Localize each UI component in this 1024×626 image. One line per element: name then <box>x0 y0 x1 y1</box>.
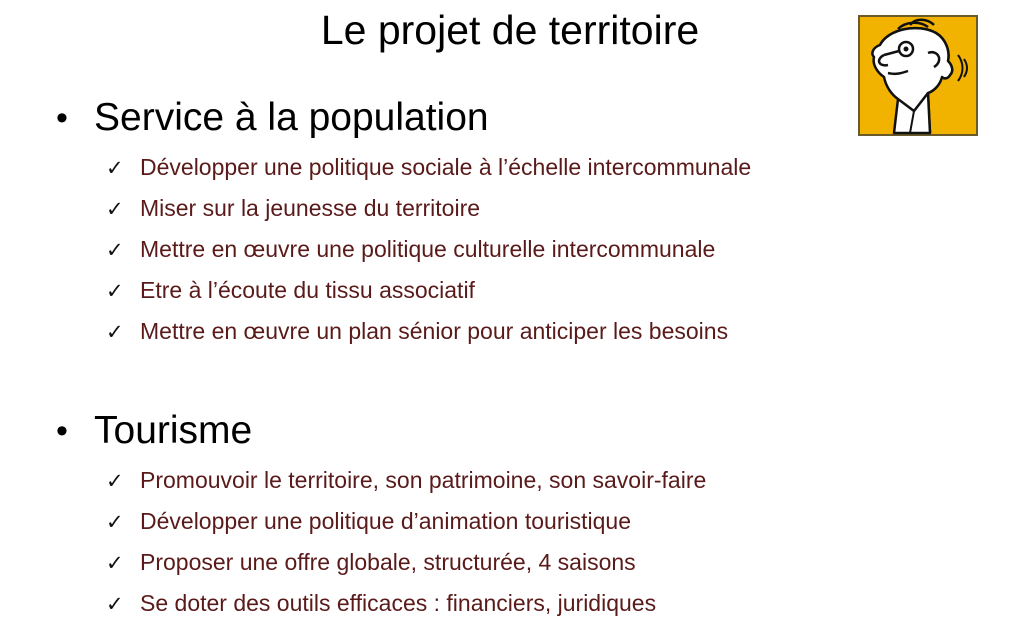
bullet-icon: • <box>56 99 68 137</box>
page-title: Le projet de territoire <box>320 7 700 53</box>
checkmark-icon: ✓ <box>106 468 124 493</box>
list-item-text: Etre à l’écoute du tissu associatif <box>140 277 475 303</box>
list-item <box>56 583 956 624</box>
checkmark-icon: ✓ <box>106 278 124 303</box>
list-item <box>56 270 956 311</box>
section-heading <box>56 95 956 141</box>
section-item-list <box>56 460 956 624</box>
section-heading-text: Service à la population <box>94 96 489 139</box>
list-item-text: Mettre en œuvre un plan sénior pour anticiper les besoins <box>140 318 729 344</box>
checkmark-icon: ✓ <box>106 155 124 180</box>
section-heading-text: Tourisme <box>94 409 253 452</box>
section-service-population <box>56 95 956 352</box>
list-item-text: Développer une politique sociale à l’échelle intercommunale <box>140 154 752 180</box>
list-item-text: Se doter des outils efficaces : financiers, juridiques <box>140 590 657 616</box>
list-item-text: Développer une politique d’animation touristique <box>140 508 631 534</box>
list-item <box>56 311 956 352</box>
list-item-text: Promouvoir le territoire, son patrimoine, son savoir-faire <box>140 467 707 493</box>
section-heading <box>56 408 956 454</box>
list-item <box>56 188 956 229</box>
checkmark-icon: ✓ <box>106 509 124 534</box>
list-item <box>56 460 956 501</box>
checkmark-icon: ✓ <box>106 591 124 616</box>
list-item <box>56 229 956 270</box>
list-item <box>56 147 956 188</box>
section-tourisme <box>56 408 956 624</box>
checkmark-icon: ✓ <box>106 550 124 575</box>
list-item <box>56 501 956 542</box>
list-item <box>56 542 956 583</box>
checkmark-icon: ✓ <box>106 237 124 262</box>
list-item-text: Mettre en œuvre une politique culturelle intercommunale <box>140 236 716 262</box>
section-item-list <box>56 147 956 352</box>
list-item-text: Miser sur la jeunesse du territoire <box>140 195 481 221</box>
bullet-icon: • <box>56 412 68 450</box>
checkmark-icon: ✓ <box>106 319 124 344</box>
list-item-text: Proposer une offre globale, structurée, 4 saisons <box>140 549 636 575</box>
checkmark-icon: ✓ <box>106 196 124 221</box>
